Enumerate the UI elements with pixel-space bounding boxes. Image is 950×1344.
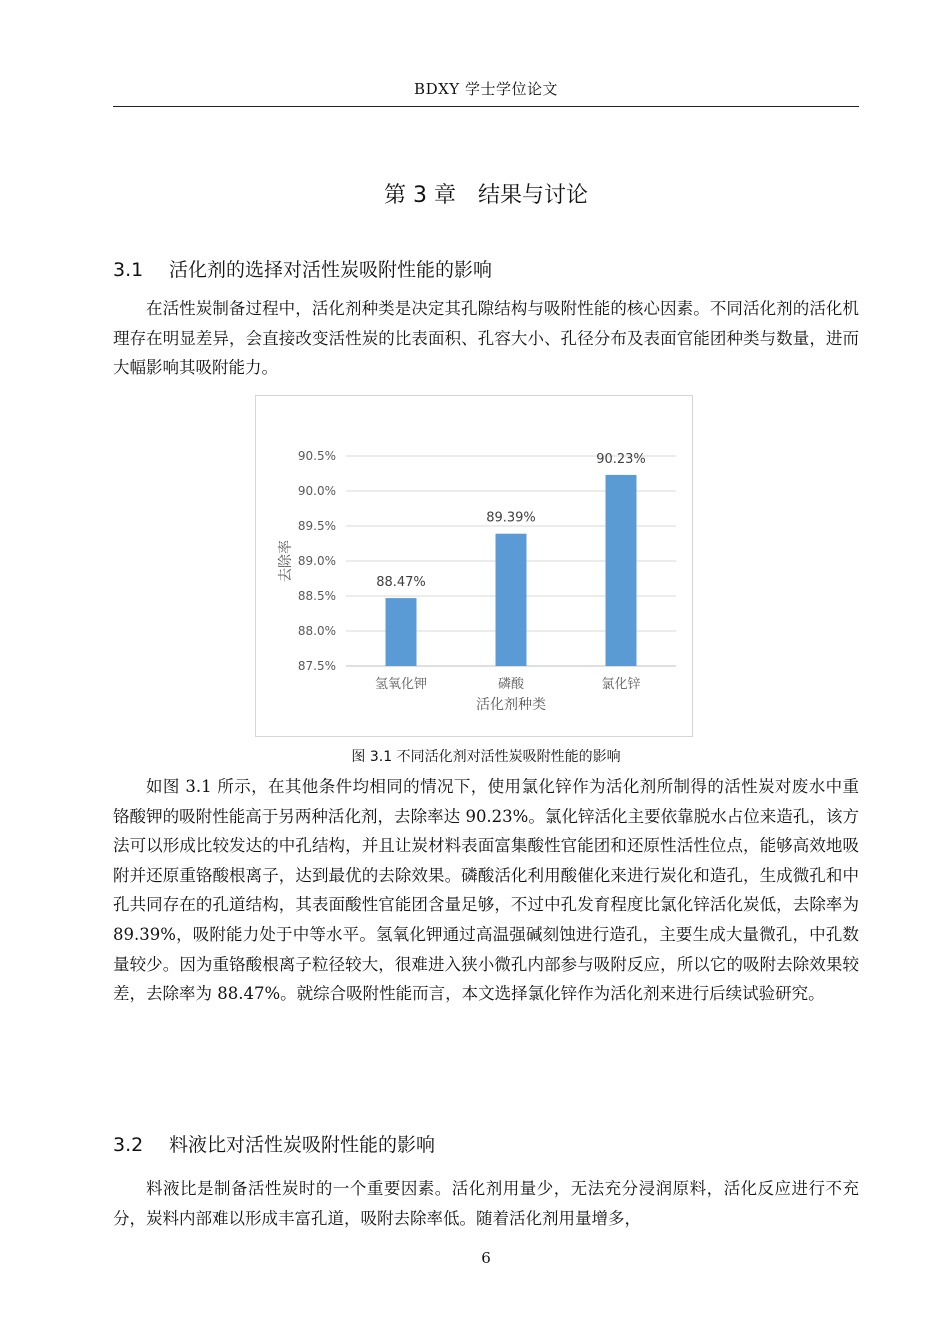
section-number: 3.2 [113, 1134, 144, 1156]
data-label: 89.39% [486, 510, 536, 526]
x-tick-label: 氢氧化钾 [374, 677, 428, 692]
bar [386, 598, 417, 666]
chapter-title: 第 3 章 结果与讨论 [384, 183, 588, 208]
y-tick-label: 89.5% [297, 519, 336, 533]
page-number: 6 [481, 1249, 491, 1267]
y-tick-label: 89.0% [297, 554, 336, 568]
section-title: 活化剂的选择对活性炭吸附性能的影响 [169, 259, 493, 281]
paragraph-discussion: 如图 3.1 所示，在其他条件均相同的情况下，使用氯化锌作为活化剂所制得的活性炭对废水中重铬酸钾的吸附性能高于另两种活化剂，去除率达 90.23%。氯化锌活化主要依靠脱水占位来造孔，该方法可以形成比较发达的中孔结构，并且让炭材料表面富集酸性官能团和还原性活性位点，能够高效地吸附并还原重铬酸根离子，达到最优的去除效果。磷酸活化利用酸催化来进行炭化和造孔，生成微孔和中孔共同存在的孔道结构，其表面酸性官能团含量足够，不过中孔发育程度比氯化锌活化炭低，去除率为 89.39%，吸附能力处于中等水平。氢氧化钾通过高温强碱刻蚀进行造孔，主要生成大量微孔，中孔数量较少。因为重铬酸根离子粒径较大，很难进入狭小微孔内部参与吸附反应，所以它的吸附去除效果较差，去除率为 88.47%。就综合吸附性能而言，本文选择氯化锌作为活化剂来进行后续试验研究。 [113, 777, 859, 1004]
running-header: BDXY 学士学位论文 [414, 80, 558, 98]
bar [606, 475, 637, 666]
section-heading-3-1 [113, 255, 492, 282]
y-tick-label: 88.5% [297, 589, 336, 603]
y-tick-label: 88.0% [297, 624, 336, 638]
section-title: 料液比对活性炭吸附性能的影响 [169, 1134, 436, 1156]
figure-3-1 [255, 395, 693, 737]
section-heading-3-2 [113, 1130, 435, 1157]
bar [496, 534, 527, 666]
figure-caption: 图 3.1 不同活化剂对活性炭吸附性能的影响 [351, 749, 621, 765]
x-tick-label: 磷酸 [497, 677, 525, 692]
y-tick-label: 90.5% [297, 449, 336, 463]
data-label: 90.23% [596, 451, 646, 467]
x-tick-label: 氯化锌 [601, 677, 641, 692]
section-number: 3.1 [113, 259, 144, 281]
header-rule [113, 106, 859, 107]
paragraph-intro: 在活性炭制备过程中，活化剂种类是决定其孔隙结构与吸附性能的核心因素。不同活化剂的活化机理存在明显差异，会直接改变活性炭的比表面积、孔容大小、孔径分布及表面官能团种类与数量，进而大幅影响其吸附能力。 [113, 299, 859, 378]
bar-chart [256, 396, 692, 736]
x-axis-title: 活化剂种类 [476, 697, 546, 713]
y-axis-title: 去除率 [278, 540, 294, 582]
y-tick-label: 90.0% [297, 484, 336, 498]
data-label: 88.47% [376, 575, 426, 591]
y-tick-label: 87.5% [297, 659, 336, 673]
paragraph-liquid-ratio: 料液比是制备活性炭时的一个重要因素。活化剂用量少，无法充分浸润原料，活化反应进行不充分，炭料内部难以形成丰富孔道，吸附去除率低。随着活化剂用量增多， [113, 1179, 859, 1228]
